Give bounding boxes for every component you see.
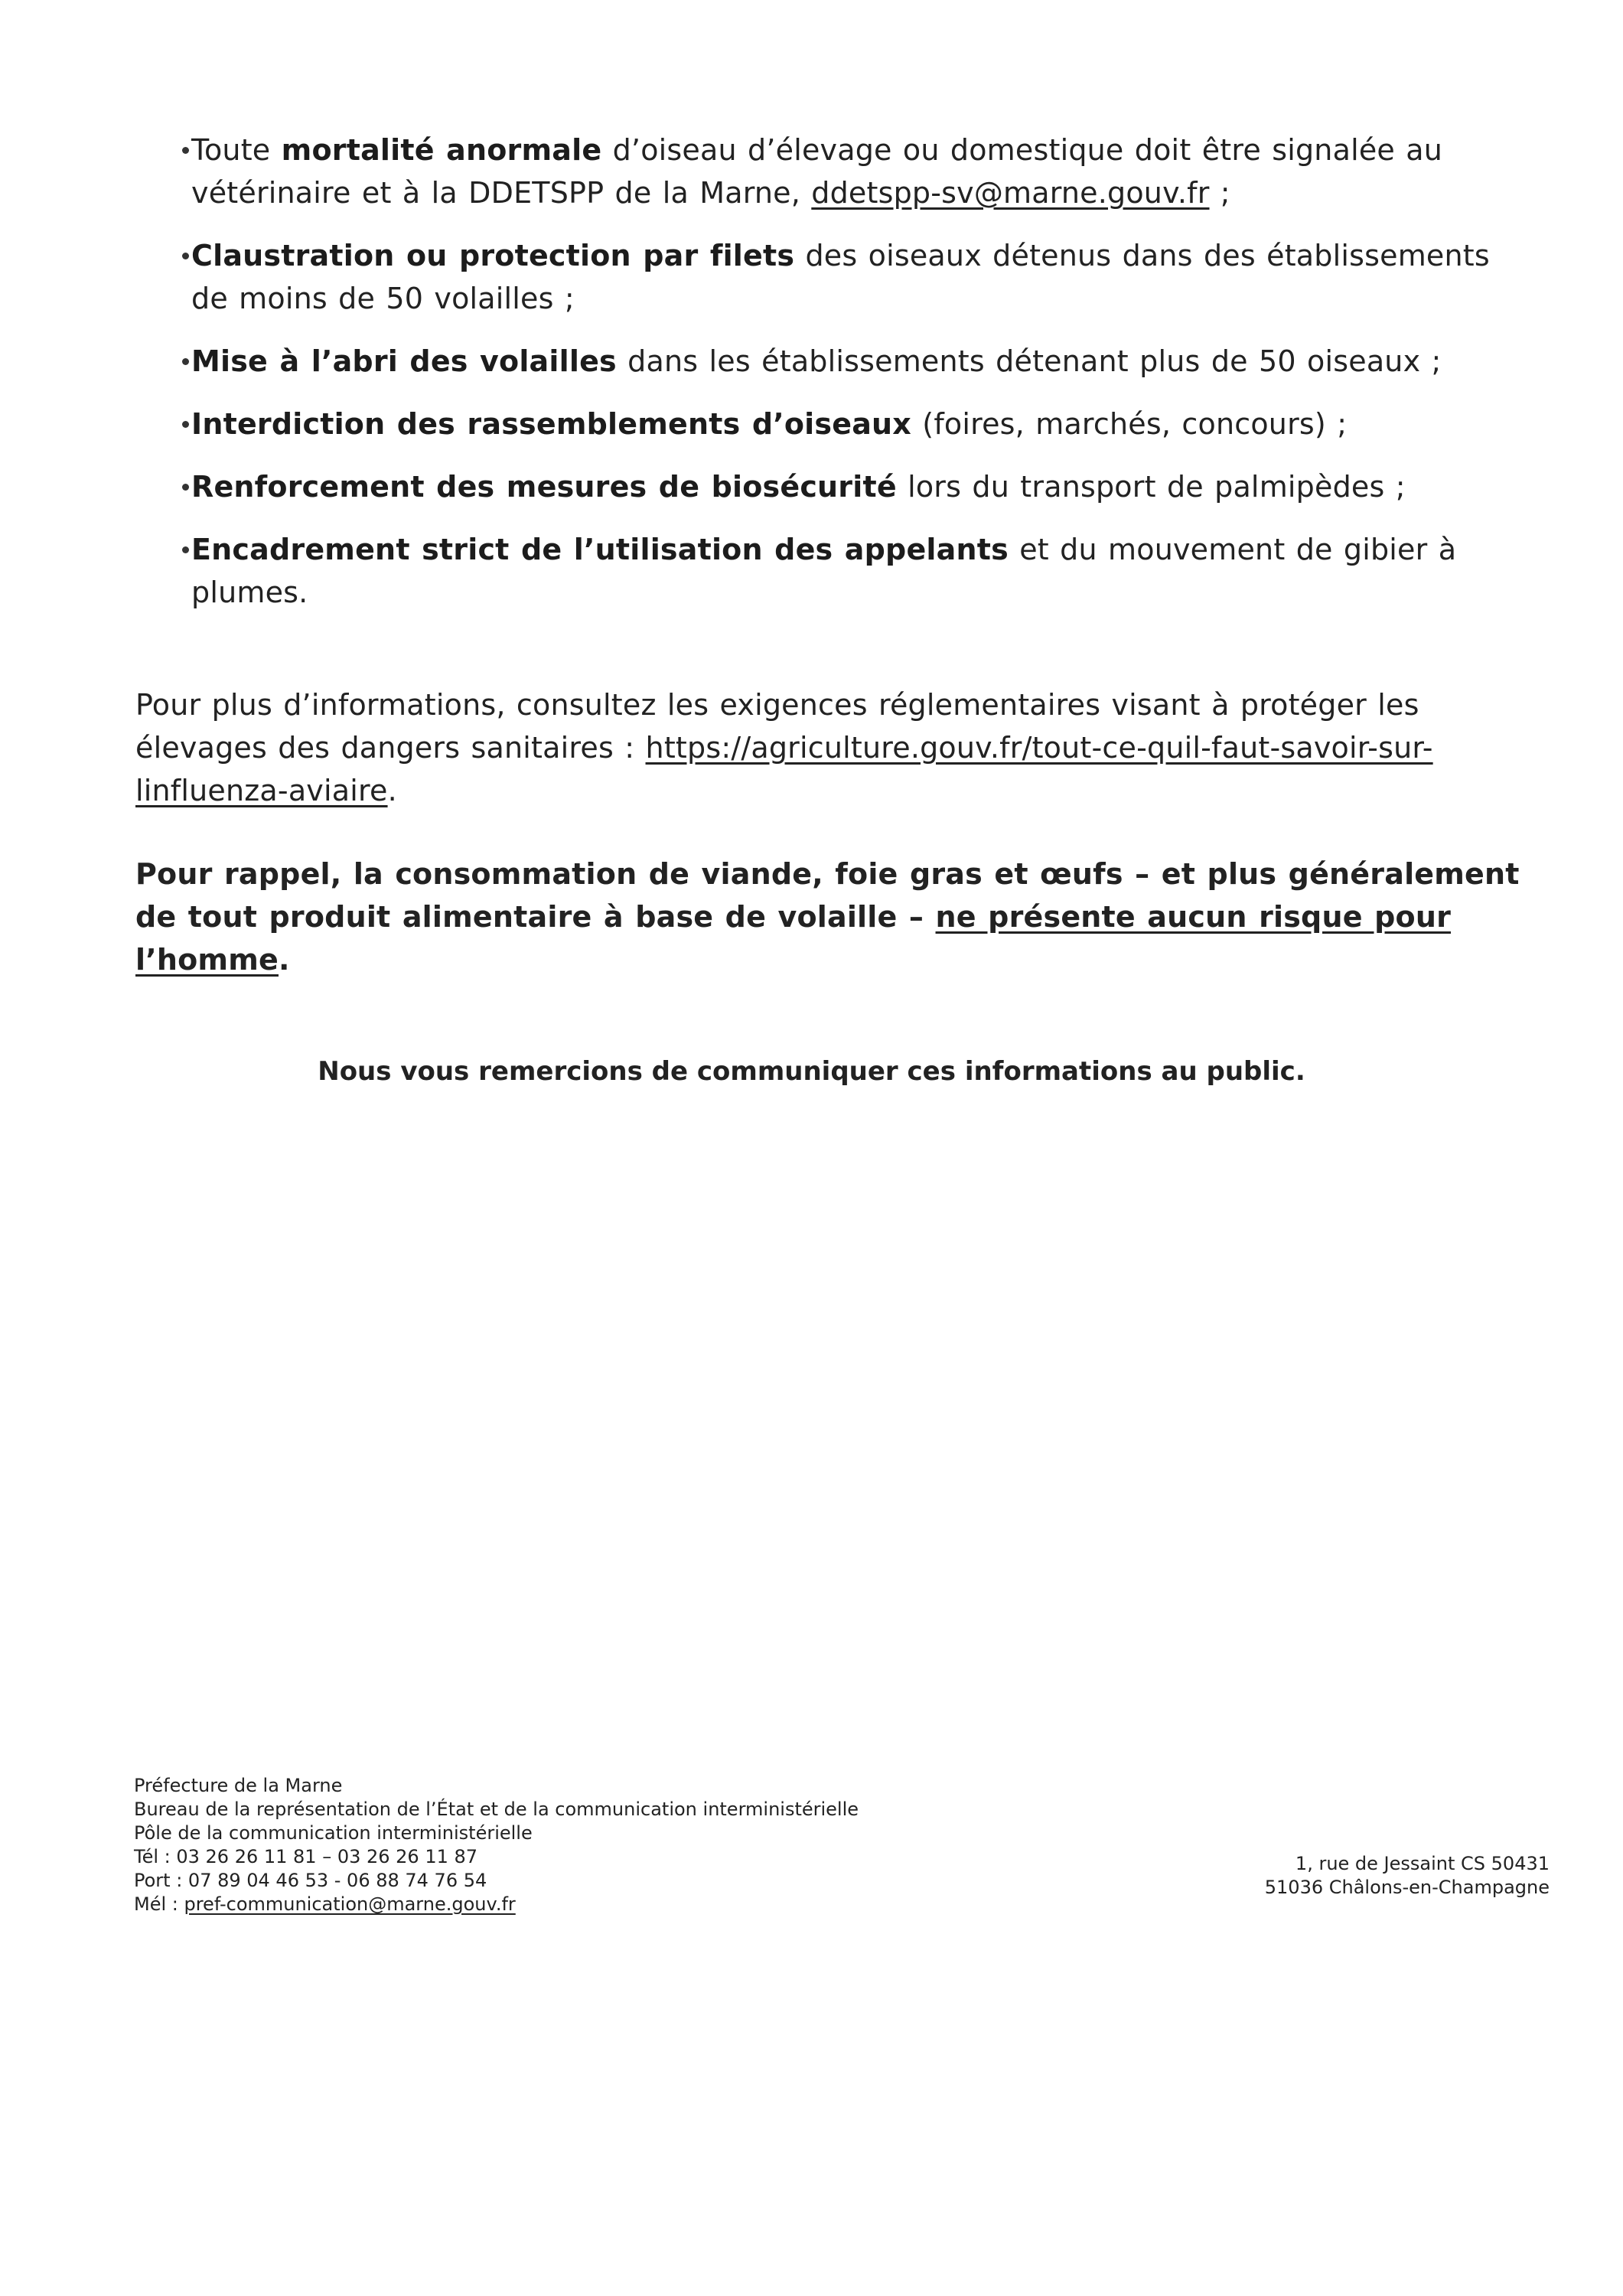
footer-bureau: Bureau de la représentation de l’État et de la communication interministérielle bbox=[134, 1799, 859, 1820]
reminder-underlined-text: ne présente aucun risque pour l’homme bbox=[135, 900, 1452, 977]
info-tail: . bbox=[387, 774, 397, 807]
footer-org-name: Préfecture de la Marne bbox=[134, 1775, 343, 1796]
footer-contact bbox=[134, 1774, 859, 1916]
list-item bbox=[191, 465, 1523, 508]
item-text: et du mouvement de gibier à plumes. bbox=[191, 533, 1457, 609]
item-bold-text: Renforcement des mesures de biosécurité bbox=[191, 470, 897, 504]
info-text: Pour plus d’informations, consultez les exigences réglementaires visant à protéger les élevages des dangers sanitaires : bbox=[135, 688, 1419, 765]
footer-mail-label: Mél : bbox=[134, 1893, 184, 1915]
info-link[interactable]: https://agriculture.gouv.fr/tout-ce-quil-faut-savoir-sur-linfluenza-aviaire bbox=[135, 731, 1433, 807]
item-text: Toute bbox=[191, 133, 282, 167]
reminder-text: Pour rappel, la consommation de viande, foie gras et œufs – et plus généralement de tout produit alimentaire à base de volaille – bbox=[135, 857, 1520, 934]
reminder-tail: . bbox=[278, 943, 290, 977]
item-bold-text: Claustration ou protection par filets bbox=[191, 239, 795, 272]
item-bold-text: Encadrement strict de l’utilisation des appelants bbox=[191, 533, 1009, 566]
email-link[interactable]: ddetspp-sv@marne.gouv.fr bbox=[811, 176, 1210, 210]
footer-mail-link[interactable]: pref-communication@marne.gouv.fr bbox=[184, 1893, 516, 1915]
item-text: lors du transport de palmipèdes ; bbox=[896, 470, 1406, 504]
item-text: (foires, marchés, concours) ; bbox=[911, 407, 1348, 441]
footer-mail-line bbox=[134, 1893, 859, 1916]
footer-phone: Tél : 03 26 26 11 81 – 03 26 26 11 87 bbox=[134, 1846, 478, 1867]
footer-street: 1, rue de Jessaint CS 50431 bbox=[1295, 1853, 1550, 1874]
measures-list bbox=[191, 129, 1523, 634]
list-item bbox=[191, 403, 1523, 445]
list-item bbox=[191, 528, 1523, 614]
item-bold-text: mortalité anormale bbox=[281, 133, 602, 167]
item-text: ; bbox=[1209, 176, 1230, 210]
info-paragraph bbox=[135, 683, 1524, 812]
footer-pole: Pôle de la communication interministérielle bbox=[134, 1822, 533, 1844]
list-item bbox=[191, 340, 1523, 383]
item-text: dans les établissements détenant plus de 50 oiseaux ; bbox=[616, 344, 1442, 378]
list-item bbox=[191, 234, 1523, 320]
item-bold-text: Interdiction des rassemblements d’oiseaux bbox=[191, 407, 912, 441]
thanks-message: Nous vous remercions de communiquer ces informations au public. bbox=[318, 1056, 1305, 1087]
list-item bbox=[191, 129, 1523, 214]
item-text: d’oiseau d’élevage ou domestique doit être signalée au vétérinaire et à la DDETSPP de la Marne, bbox=[191, 133, 1443, 210]
footer-city: 51036 Châlons-en-Champagne bbox=[1264, 1877, 1550, 1898]
footer-mobile: Port : 07 89 04 46 53 - 06 88 74 76 54 bbox=[134, 1870, 487, 1891]
footer-address bbox=[1265, 1852, 1550, 1900]
item-text: des oiseaux détenus dans des établissements de moins de 50 volailles ; bbox=[191, 239, 1490, 315]
item-bold-text: Mise à l’abri des volailles bbox=[191, 344, 617, 378]
reminder-paragraph bbox=[135, 853, 1524, 981]
